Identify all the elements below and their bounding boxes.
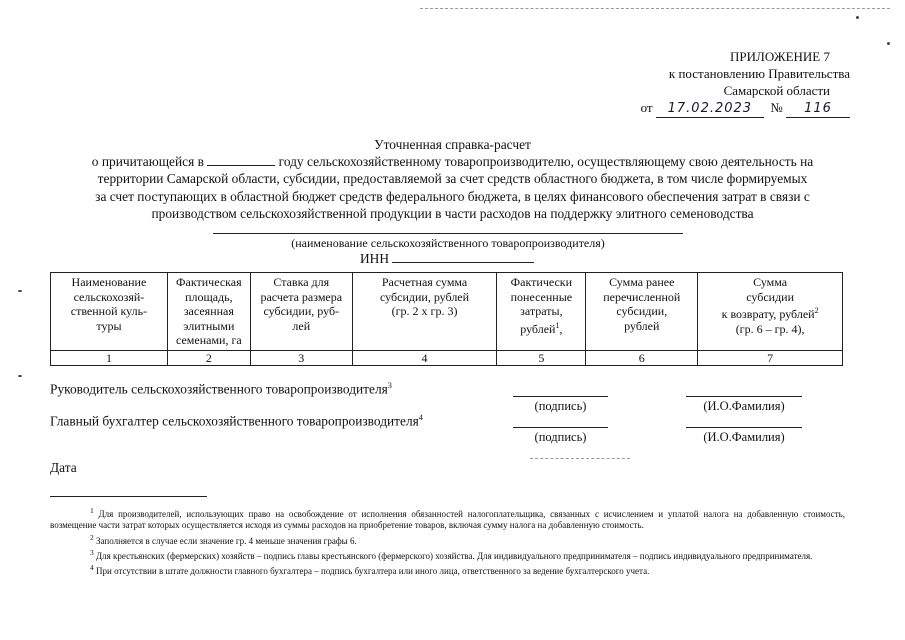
scan-artifact-line [530, 458, 630, 459]
header-cell-3: Ставка для расчета размера субсидии, руб- лей [250, 273, 352, 351]
col-number-6: 6 [586, 350, 698, 366]
handwritten-number: 116 [786, 99, 850, 118]
col-number-7: 7 [698, 350, 843, 366]
inn-field-line [392, 250, 534, 263]
head-name-caption: (И.О.Фамилия) [703, 399, 785, 413]
annex-block [610, 48, 850, 118]
inn-label: ИНН [360, 251, 390, 266]
title-line2: о причитающейся в году сельскохозяйственному товаропроизводителю, осуществляющему свою деятельность на [91, 154, 814, 170]
head-signature-line [513, 396, 608, 397]
col-number-3: 3 [250, 350, 352, 366]
subsidy-table [50, 272, 843, 366]
table-number-row [51, 350, 843, 366]
footnote-2: $^2$ Заполняется в случае если значение гр. 4 меньше значения графы 6. [90, 532, 357, 546]
number-prefix: № [770, 100, 783, 115]
head-signature-label: Руководитель сельскохозяйственного товаропроизводителя$^3$ [50, 381, 392, 397]
scan-artifact-top-line [420, 8, 890, 9]
header-cell-7: Сумма субсидии к возврату, рублей$^2$ (гр. 6 – гр. 4), [698, 273, 843, 351]
footnote-3: $^3$ Для крестьянских (фермерских) хозяйств – подпись главы крестьянского (фермерского) хозяйства. Для индивидуального предпринимателя – подпись индивидуального предпринимателя. [90, 547, 813, 561]
header-cell-5: Фактически понесенные затраты, рублей$^1$, [497, 273, 586, 351]
footnotes [50, 505, 845, 577]
table-header-row [51, 273, 843, 351]
footnote-separator [50, 496, 207, 497]
producer-name-line [213, 233, 683, 234]
scan-artifact-dot [18, 375, 22, 377]
date-prefix: от [640, 100, 653, 115]
col-number-4: 4 [352, 350, 497, 366]
title-line1: Уточненная справка-расчет [374, 137, 531, 152]
title-line4: за счет поступающих в областной бюджет средств федерального бюджета, в целях финансового обеспечения затрат в связи с [95, 188, 810, 204]
scan-artifact-dot [856, 16, 859, 19]
annex-line2: к постановлению Правительства [668, 66, 850, 81]
title-line3: территории Самарской области, субсидии, предоставляемой за счет средств областного бюджета, в том числе формируемых [97, 171, 808, 187]
header-cell-2: Фактическая площадь, засеянная элитными семенами, га [167, 273, 250, 351]
accountant-signature-line [513, 427, 608, 428]
producer-caption: (наименование сельскохозяйственного товаропроизводителя) [291, 236, 605, 250]
accountant-name-line [686, 427, 802, 428]
annex-line3: Самарской области [723, 83, 830, 98]
col-number-1: 1 [51, 350, 168, 366]
head-sign-caption: (подпись) [534, 399, 587, 413]
footnote-4: $^4$ При отсутствии в штате должности главного бухгалтера – подпись бухгалтера или иного лица, ответственного за ведение бухгалтерского учета. [90, 563, 650, 577]
scan-artifact-dot [887, 42, 890, 45]
scan-artifact-dot [18, 290, 22, 292]
date-label: Дата [50, 460, 77, 475]
col-number-5: 5 [497, 350, 586, 366]
header-cell-4: Расчетная сумма субсидии, рублей (гр. 2 х гр. 3) [352, 273, 497, 351]
header-cell-6: Сумма ранее перечисленной субсидии, рублей [586, 273, 698, 351]
accountant-name-caption: (И.О.Фамилия) [703, 430, 785, 444]
footnote-1: $^1$ Для производителей, использующих право на освобождение от исполнения обязанностей налогоплательщика, связанных с исчислением и уплатой налога на добавленную стоимость, возмещение части затрат которых осуществляется исходя из суммы расходов на приобретение товаров, включая сумму налога на добавленную стоимость. [50, 506, 846, 531]
header-cell-1: Наименование сельскохозяй- ственной куль- туры [51, 273, 168, 351]
annex-date-row [610, 99, 850, 118]
document-title [40, 136, 865, 222]
accountant-sign-caption: (подпись) [534, 430, 587, 444]
col-number-2: 2 [167, 350, 250, 366]
inn-row [360, 250, 534, 267]
annex-title: ПРИЛОЖЕНИЕ 7 [730, 49, 830, 64]
title-line5: производством сельскохозяйственной продукции в части расходов на поддержку элитного семеноводства [151, 205, 754, 221]
handwritten-date: 17.02.2023 [656, 99, 764, 118]
accountant-signature-label: Главный бухгалтер сельскохозяйственного товаропроизводителя$^4$ [50, 413, 423, 429]
year-blank [207, 154, 275, 166]
head-name-line [686, 396, 802, 397]
